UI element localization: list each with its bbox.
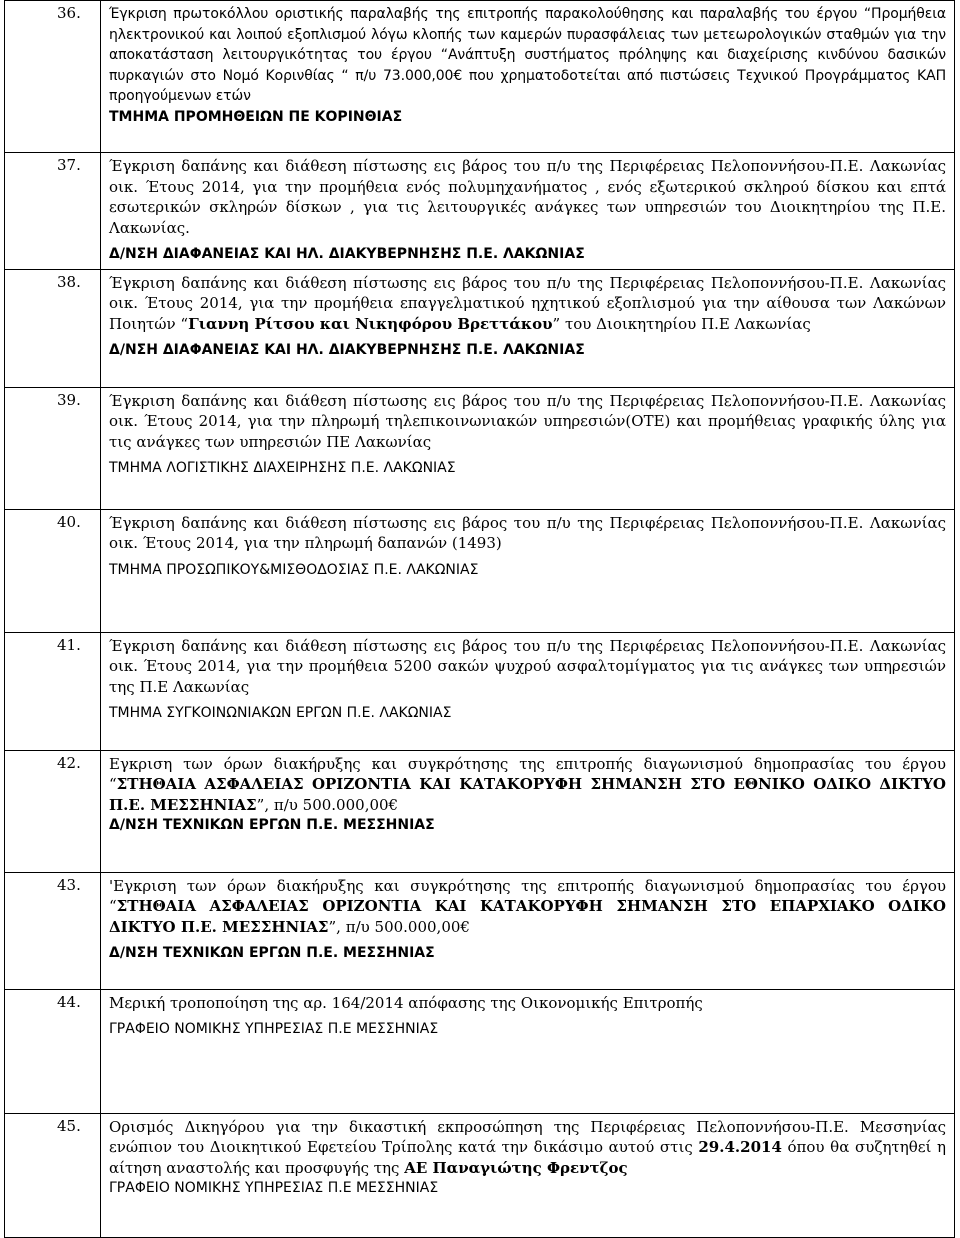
item-body: [101, 509, 955, 632]
item-body: [101, 1, 955, 153]
item-text: 'Εγκριση των όρων διακήρυξης και συγκρότησης της επιτροπής διαγωνισμού δημοπρασίας του έργου “ΣΤΗΘΑΙΑ ΑΣΦΑΛΕΙΑΣ ΟΡΙΖΟΝΤΙΑ ΚΑΙ ΚΑΤΑΚΟΡΥΦΗ ΣΗΜΑΝΣΗ ΣΤΟ ΕΠΑΡΧΙΑΚΟ ΟΔΙΚΟ ΔΙΚΤΥΟ Π.Ε. ΜΕΣΣΗΝΙΑΣ”, π/υ 500.000,00€: [109, 876, 946, 936]
agenda-row: [5, 872, 955, 989]
item-department: Δ/ΝΣΗ ΔΙΑΦΑΝΕΙΑΣ ΚΑΙ ΗΛ. ΔΙΑΚΥΒΕΡΝΗΣΗΣ Π.Ε. ΛΑΚΩΝΙΑΣ: [109, 342, 585, 358]
item-body: [101, 872, 955, 989]
item-department: Δ/ΝΣΗ ΤΕΧΝΙΚΩΝ ΕΡΓΩΝ Π.Ε. ΜΕΣΣΗΝΙΑΣ: [109, 945, 435, 961]
item-body: [101, 387, 955, 509]
agenda-table: [4, 0, 955, 1238]
item-department: ΤΜΗΜΑ ΛΟΓΙΣΤΙΚΗΣ ΔΙΑΧΕΙΡΗΣΗΣ Π.Ε. ΛΑΚΩΝΙΑΣ: [109, 460, 456, 476]
item-number: 38.: [5, 269, 101, 387]
agenda-row: [5, 989, 955, 1113]
item-department: ΓΡΑΦΕΙΟ ΝΟΜΙΚΗΣ ΥΠΗΡΕΣΙΑΣ Π.Ε ΜΕΣΣΗΝΙΑΣ: [109, 1021, 439, 1037]
agenda-row: [5, 509, 955, 632]
item-body: [101, 750, 955, 872]
item-text-bold: ΣΤΗΘΑΙΑ ΑΣΦΑΛΕΙΑΣ ΟΡΙΖΟΝΤΙΑ ΚΑΙ ΚΑΤΑΚΟΡΥΦΗ ΣΗΜΑΝΣΗ ΣΤΟ ΕΠΑΡΧΙΑΚΟ ΟΔΙΚΟ ΔΙΚΤΥΟ Π.Ε. ΜΕΣΣΗΝΙΑΣ: [109, 897, 946, 936]
item-number: 39.: [5, 387, 101, 509]
item-number: 36.: [5, 1, 101, 153]
item-text: Έγκριση δαπάνης και διάθεση πίστωσης εις βάρος του π/υ της Περιφέρειας Πελοποννήσου-Π.Ε. Λακωνίας οικ. Έτους 2014, για την προμήθεια επαγγελματικού ηχητικού εξοπλισμού για την αίθουσα των Λακώνων Ποιητών “Γιαννη Ρίτσου και Νικηφόρου Βρεττάκου” του Διοικητηρίου Π.Ε Λακωνίας: [109, 273, 946, 333]
item-body: [101, 153, 955, 270]
item-text: Μερική τροποποίηση της αρ. 164/2014 απόφασης της Οικονομικής Επιτροπής: [109, 993, 703, 1012]
agenda-row: [5, 387, 955, 509]
item-text: Ορισμός Δικηγόρου για την δικαστική εκπροσώπηση της Περιφέρειας Πελοποννήσου-Π.Ε. Μεσσηνίας ενώπιον του Διοικητικού Εφετείου Τρίπολης κατά την δικάσιμο αυτού στις 29.4.2014 όπου θα συζητηθεί η αίτηση αναστολής και προσφυγής της ΑΕ Παναγιώτης Φρεντζος: [109, 1117, 947, 1177]
item-body: [101, 269, 955, 387]
agenda-row: [5, 750, 955, 872]
item-name-bold: ΑΕ Παναγιώτης Φρεντζος: [404, 1158, 628, 1177]
item-department: ΤΜΗΜΑ ΣΥΓΚΟΙΝΩΝΙΑΚΩΝ ΕΡΓΩΝ Π.Ε. ΛΑΚΩΝΙΑΣ: [109, 705, 452, 721]
item-text: Έγκριση δαπάνης και διάθεση πίστωσης εις βάρος του π/υ της Περιφέρειας Πελοποννήσου-Π.Ε. Λακωνίας οικ. Έτους 2014, για την προμήθεια 5200 σακών ψυχρού ασφαλτομίγματος για τις ανάγκες των υπηρεσιών της Π.Ε Λακωνίας: [109, 636, 946, 696]
item-department: Δ/ΝΣΗ ΔΙΑΦΑΝΕΙΑΣ ΚΑΙ ΗΛ. ΔΙΑΚΥΒΕΡΝΗΣΗΣ Π.Ε. ΛΑΚΩΝΙΑΣ: [109, 246, 585, 262]
item-text: Έγκριση δαπάνης και διάθεση πίστωσης εις βάρος του π/υ της Περιφέρειας Πελοποννήσου-Π.Ε. Λακωνίας οικ. Έτους 2014, για την πληρωμή τηλεπικοινωνιακών υπηρεσιών(ΟΤΕ) και προμήθειας γραφικής ύλης για τις ανάγκες των υπηρεσιών ΠΕ Λακωνίας: [109, 391, 946, 451]
item-text: Εγκριση των όρων διακήρυξης και συγκρότησης της επιτροπής διαγωνισμού δημοπρασίας του έργου “ΣΤΗΘΑΙΑ ΑΣΦΑΛΕΙΑΣ ΟΡΙΖΟΝΤΙΑ ΚΑΙ ΚΑΤΑΚΟΡΥΦΗ ΣΗΜΑΝΣΗ ΣΤΟ ΕΘΝΙΚΟ ΟΔΙΚΟ ΔΙΚΤΥΟ Π.Ε. ΜΕΣΣΗΝΙΑΣ”, π/υ 500.000,00€: [109, 754, 946, 814]
agenda-row: [5, 1, 955, 153]
item-department: Δ/ΝΣΗ ΤΕΧΝΙΚΩΝ ΕΡΓΩΝ Π.Ε. ΜΕΣΣΗΝΙΑΣ: [109, 817, 435, 833]
item-text-bold: ΣΤΗΘΑΙΑ ΑΣΦΑΛΕΙΑΣ ΟΡΙΖΟΝΤΙΑ ΚΑΙ ΚΑΤΑΚΟΡΥΦΗ ΣΗΜΑΝΣΗ ΣΤΟ ΕΘΝΙΚΟ ΟΔΙΚΟ ΔΙΚΤΥΟ Π.Ε. ΜΕΣΣΗΝΙΑΣ: [109, 775, 946, 814]
item-number: 41.: [5, 632, 101, 750]
item-number: 42.: [5, 750, 101, 872]
item-department: ΤΜΗΜΑ ΠΡΟΣΩΠΙΚΟΥ&ΜΙΣΘΟΔΟΣΙΑΣ Π.Ε. ΛΑΚΩΝΙΑΣ: [109, 561, 479, 578]
agenda-row: [5, 1113, 955, 1237]
item-text: Έγκριση δαπάνης και διάθεση πίστωσης εις βάρος του π/υ της Περιφέρειας Πελοποννήσου-Π.Ε. Λακωνίας οικ. Έτους 2014, για την προμήθεια ενός πολυμηχανήματος , ενός εξωτερικού σκληρού δίσκου και επτά εσωτερικών σκληρών δίσκων , για τις λειτουργικές ανάγκες των υπηρεσιών του Διοικητηρίου της Π.Ε. Λακωνίας.: [109, 157, 946, 237]
item-text-bold: Γιαννη Ρίτσου και Νικηφόρου Βρεττάκου: [188, 314, 553, 333]
agenda-row: [5, 153, 955, 270]
item-number: 40.: [5, 509, 101, 632]
item-body: [101, 1113, 955, 1237]
item-number: 44.: [5, 989, 101, 1113]
item-department: ΤΜΗΜΑ ΠΡΟΜΗΘΕΙΩΝ ΠΕ ΚΟΡΙΝΘΙΑΣ: [109, 108, 403, 125]
item-number: 45.: [5, 1113, 101, 1237]
item-text: Έγκριση δαπάνης και διάθεση πίστωσης εις βάρος του π/υ της Περιφέρειας Πελοποννήσου-Π.Ε. Λακωνίας οικ. Έτους 2014, για την πληρωμή δαπανών (1493): [109, 513, 946, 552]
item-number: 37.: [5, 153, 101, 270]
agenda-row: [5, 269, 955, 387]
item-body: [101, 632, 955, 750]
item-department: ΓΡΑΦΕΙΟ ΝΟΜΙΚΗΣ ΥΠΗΡΕΣΙΑΣ Π.Ε ΜΕΣΣΗΝΙΑΣ: [109, 1180, 439, 1196]
agenda-row: [5, 632, 955, 750]
item-body: [101, 989, 955, 1113]
item-number: 43.: [5, 872, 101, 989]
item-date-bold: 29.4.2014: [698, 1138, 782, 1156]
item-text: Έγκριση πρωτοκόλλου οριστικής παραλαβής της επιτροπής παρακολούθησης και παραλαβής του έργου “Προμήθεια ηλεκτρονικού και λοιπού εξοπλισμού λόγω κλοπής των καμερών πυρασφάλειας των μετεωρολογικών σταθμών για την αποκατάσταση λειτουργικότητας του έργου “Ανάπτυξη συστήματος πρόληψης και διαχείρισης κινδύνου δασικών πυρκαγιών στο Νομό Κορινθίας “ π/υ 73.000,00€ που χρηματοδοτείται από πιστώσεις Τεχνικού Προγράμματος ΚΑΠ προηγούμενων ετών: [109, 6, 946, 104]
